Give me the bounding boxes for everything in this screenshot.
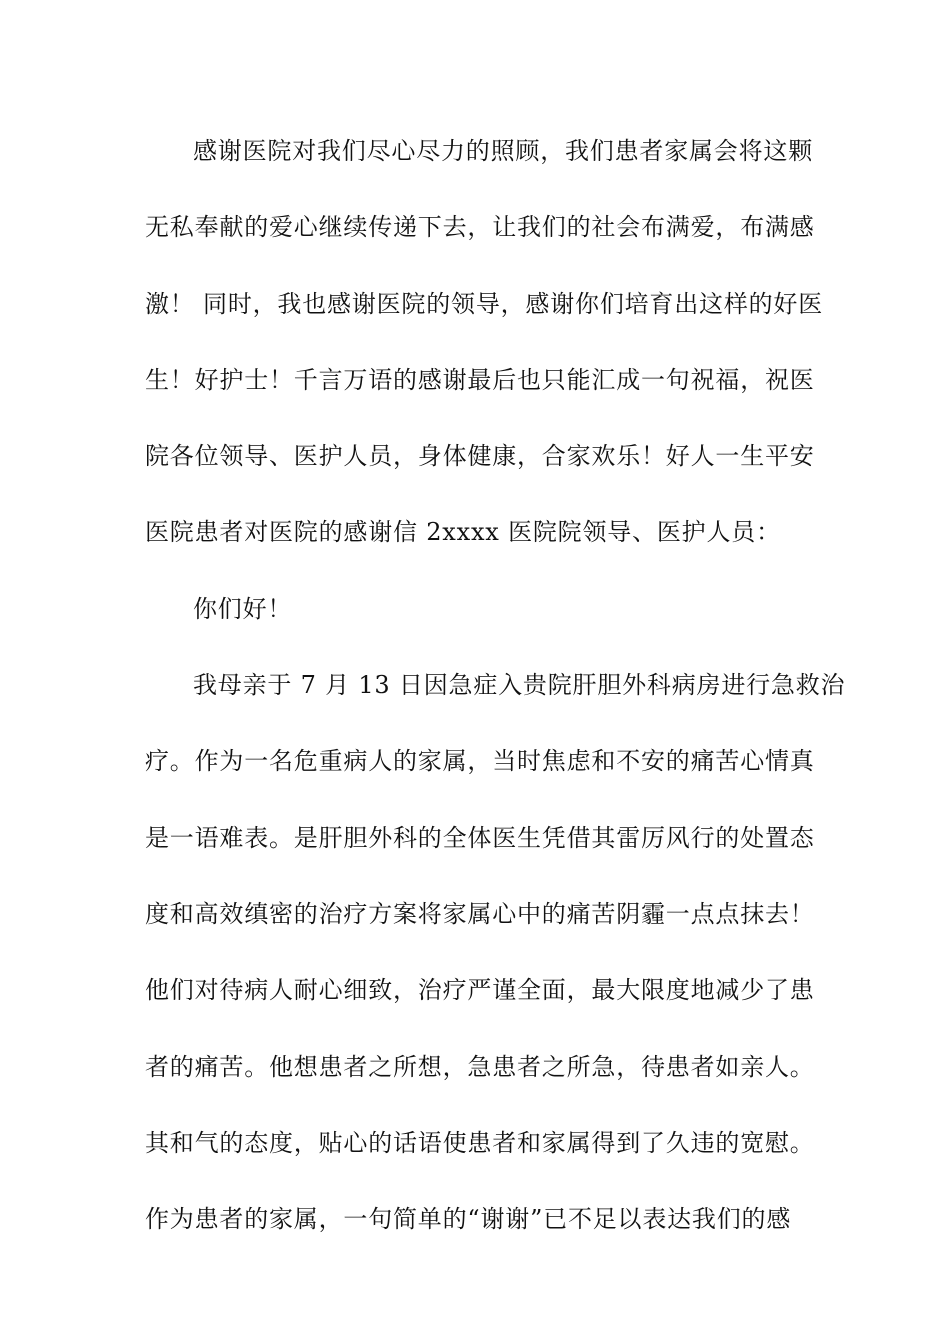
text-line: 者的痛苦。他想患者之所想，急患者之所急，待患者如亲人。 xyxy=(145,1052,815,1081)
text-line: 院各位领导、医护人员，身体健康，合家欢乐！好人一生平安 xyxy=(145,442,815,471)
text-line: 生！好护士！千言万语的感谢最后也只能汇成一句祝福，祝医 xyxy=(145,365,815,394)
text-line: 度和高效缜密的治疗方案将家属心中的痛苦阴霾一点点抹去！ xyxy=(145,899,815,928)
greeting-line: 你们好！ xyxy=(193,594,293,623)
text-line: 是一语难表。是肝胆外科的全体医生凭借其雷厉风行的处置态 xyxy=(145,823,815,852)
text-line: 感谢医院对我们尽心尽力的照顾，我们患者家属会将这颗 xyxy=(193,137,813,165)
text-line: 无私奉献的爱心继续传递下去，让我们的社会布满爱，布满感 xyxy=(145,213,815,242)
text-line: 作为患者的家属，一句简单的“谢谢”已不足以表达我们的感 xyxy=(145,1205,792,1234)
text-line: 其和气的态度，贴心的话语使患者和家属得到了久违的宽慰。 xyxy=(145,1128,815,1157)
text-line: 激！ 同时，我也感谢医院的领导，感谢你们培育出这样的好医 xyxy=(145,289,824,318)
text-line: 他们对待病人耐心细致，治疗严谨全面，最大限度地减少了患 xyxy=(145,976,815,1005)
text-line: 医院患者对医院的感谢信 2xxxx 医院院领导、医护人员： xyxy=(145,518,781,547)
text-line: 疗。作为一名危重病人的家属，当时焦虑和不安的痛苦心情真 xyxy=(145,747,815,776)
text-line: 我母亲于 7 月 13 日因急症入贵院肝胆外科病房进行急救治 xyxy=(193,671,846,700)
letter-body xyxy=(145,130,846,1274)
